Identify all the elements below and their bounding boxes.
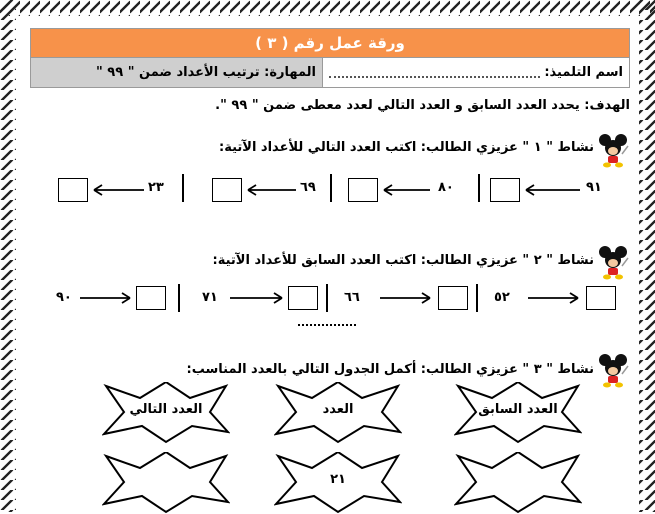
dotted-divider [298,322,356,326]
goal-text: الهدف: يحدد العدد السابق و العدد التالي لعدد معطى ضمن " ٩٩ ". [215,98,630,113]
header-previous-number: العدد السابق [454,382,582,444]
activity1-title: نشاط " ١ " عزيزي الطالب: اكتب العدد التالي للأعداد الآتية: [219,140,594,155]
given-number: ٦٩ [300,180,316,195]
worksheet-title: ورقة عمل رقم ( ٣ ) [30,28,630,58]
arrow-left-icon [522,184,582,196]
arrow-right-icon [526,292,582,304]
separator [478,174,480,202]
answer-box[interactable] [438,286,468,310]
answer-box[interactable] [288,286,318,310]
answer-star-previous[interactable] [454,452,582,514]
student-name-field[interactable] [322,58,629,87]
given-star-number: ٢١ [274,452,402,514]
answer-box[interactable] [58,178,88,202]
arrow-left-icon [380,184,432,196]
activity2-title: نشاط " ٢ " عزيزي الطالب: اكتب العدد السابق للأعداد الآتية: [212,253,594,268]
given-number: ٩١ [586,180,602,195]
answer-star-next[interactable] [102,452,230,514]
activity3-title: نشاط " ٣ " عزيزي الطالب: أكمل الجدول التالي بالعدد المناسب: [186,362,594,377]
given-number: ٦٦ [344,290,360,305]
header-number: العدد [274,382,402,444]
separator [330,174,332,202]
given-number: ٢٣ [148,180,164,195]
worksheet [30,0,630,512]
arrow-right-icon [378,292,434,304]
mickey-mouse-icon [596,244,630,280]
separator [476,284,478,312]
separator [326,284,328,312]
student-name-line[interactable] [329,68,540,78]
answer-box[interactable] [136,286,166,310]
answer-box[interactable] [348,178,378,202]
separator [178,284,180,312]
separator [182,174,184,202]
mickey-mouse-icon [596,132,630,168]
answer-box[interactable] [490,178,520,202]
answer-box[interactable] [212,178,242,202]
answer-box[interactable] [586,286,616,310]
arrow-left-icon [90,184,146,196]
mickey-mouse-icon [596,352,630,388]
student-label: اسم التلميذ: [544,65,623,80]
arrow-left-icon [244,184,298,196]
given-number: ٥٢ [494,290,510,305]
header-next-number: العدد التالي [102,382,230,444]
arrow-right-icon [228,292,286,304]
given-number: ٩٠ [56,290,72,305]
given-number: ٧١ [202,290,218,305]
skill-label: المهارة: ترتيب الأعداد ضمن " ٩٩ " [31,58,322,87]
arrow-right-icon [78,292,134,304]
info-row [30,58,630,88]
given-number: ٨٠ [438,180,454,195]
